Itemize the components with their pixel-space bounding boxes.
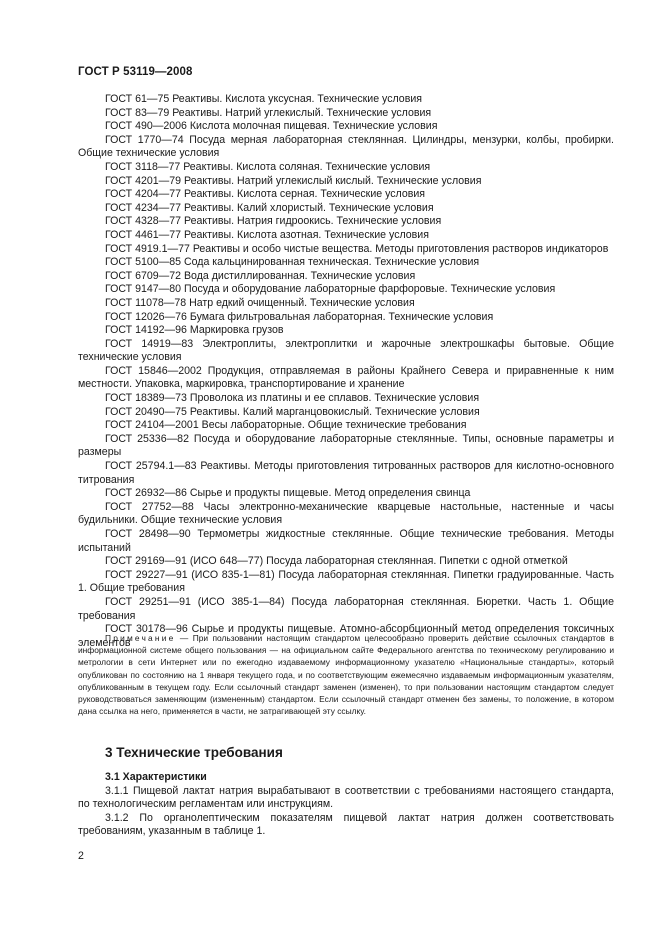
section-title: 3 Технические требования xyxy=(105,745,283,760)
reference-item: ГОСТ 6709—72 Вода дистиллированная. Технические условия xyxy=(105,269,416,282)
reference-item: ГОСТ 4234—77 Реактивы. Калий хлористый. Технические условия xyxy=(105,201,434,214)
reference-item: ГОСТ 11078—78 Натр едкий очищенный. Технические условия xyxy=(105,296,415,309)
page-number: 2 xyxy=(78,850,84,862)
note-text: — При пользовании настоящим стандартом целесообразно проверить действие ссылочных стандартов в информационной системе общего пользования — на официальном сайте Федерального агентства по техническому регулированию и метрологии в сети Интернет или по ежегодно издаваемому информационному указателю «Национальные стандарты», который опубликован по состоянию на 1 января текущего года, и по соответствующим ежемесячно издаваемым информационным указателям, опубликованным в текущем году. Если ссылочный стандарт заменен (изменен), то при пользовании настоящим стандартом следует руководствоваться заменяющим (измененным) стандартом. Если ссылочный стандарт отменен без замены, то положение, в котором дана ссылка на него, применяется в части, не затрагивающей эту ссылку. xyxy=(78,633,614,717)
reference-item: ГОСТ 4204—77 Реактивы. Кислота серная. Технические условия xyxy=(105,188,426,201)
reference-item: ГОСТ 18389—73 Проволока из платины и ее сплавов. Технические условия xyxy=(105,392,480,405)
reference-item: ГОСТ 14919—83 Электроплиты, электроплитки и жарочные электрошкафы бытовые. Общие технические условия xyxy=(78,337,614,364)
reference-item: ГОСТ 25794.1—83 Реактивы. Методы приготовления титрованных растворов для кислотно-основного титрования xyxy=(78,460,614,486)
reference-item: ГОСТ 4328—77 Реактивы. Натрия гидроокись. Технические условия xyxy=(105,215,442,228)
reference-item: ГОСТ 26932—86 Сырье и продукты пищевые. Метод определения свинца xyxy=(105,487,471,500)
reference-item: ГОСТ 1770—74 Посуда мерная лабораторная стеклянная. Цилиндры, мензурки, колбы, пробирки. Общие технические условия xyxy=(78,133,614,160)
subsection-body xyxy=(78,771,614,839)
reference-item: ГОСТ 490—2006 Кислота молочная пищевая. Технические условия xyxy=(105,120,438,133)
reference-item: ГОСТ 4201—79 Реактивы. Натрий углекислый кислый. Технические условия xyxy=(105,174,482,187)
note-block xyxy=(78,632,614,717)
reference-item: ГОСТ 29169—91 (ИСО 648—77) Посуда лабораторная стеклянная. Пипетки с одной отметкой xyxy=(105,555,568,568)
reference-item: ГОСТ 83—79 Реактивы. Натрий углекислый. Технические условия xyxy=(105,106,432,119)
reference-item: ГОСТ 9147—80 Посуда и оборудование лабораторные фарфоровые. Технические условия xyxy=(105,283,556,296)
note-label: Примечание xyxy=(105,633,176,643)
page-header: ГОСТ Р 53119—2008 xyxy=(78,66,193,78)
reference-item: ГОСТ 27752—88 Часы электронно-механические кварцевые настольные, настенные и часы будильники. Общие технические условия xyxy=(78,500,614,527)
reference-item: ГОСТ 15846—2002 Продукция, отправляемая в районы Крайнего Севера и приравненные к ним местности. Упаковка, маркировка, транспортирование и хранение xyxy=(78,364,614,391)
reference-item: ГОСТ 61—75 Реактивы. Кислота уксусная. Технические условия xyxy=(105,93,422,105)
reference-item: ГОСТ 29251—91 (ИСО 385-1—84) Посуда лабораторная стеклянная. Бюретки. Часть 1. Общие требования xyxy=(78,595,614,622)
normative-references-list xyxy=(78,93,614,650)
reference-item: ГОСТ 4461—77 Реактивы. Кислота азотная. Технические условия xyxy=(105,228,429,241)
reference-item: ГОСТ 20490—75 Реактивы. Калий марганцовокислый. Технические условия xyxy=(105,405,480,418)
reference-item: ГОСТ 5100—85 Сода кальцинированная техническая. Технические условия xyxy=(105,256,480,269)
reference-item: ГОСТ 12026—76 Бумага фильтровальная лабораторная. Технические условия xyxy=(105,310,494,323)
clause-paragraph: 3.1.2 По органолептическим показателям пищевой лактат натрия должен соответствовать требованиям, указанным в таблице 1. xyxy=(78,811,614,838)
clause-paragraph: 3.1.1 Пищевой лактат натрия вырабатывают в соответствии с требованиями настоящего стандарта, по технологическим регламентам или инструкциям. xyxy=(78,784,614,811)
note-paragraph xyxy=(78,632,614,717)
reference-item: ГОСТ 4919.1—77 Реактивы и особо чистые вещества. Методы приготовления растворов индикаторов xyxy=(105,242,609,255)
reference-item: ГОСТ 28498—90 Термометры жидкостные стеклянные. Общие технические требования. Методы испытаний xyxy=(78,528,614,554)
reference-item: ГОСТ 29227—91 (ИСО 835-1—81) Посуда лабораторная стеклянная. Пипетки градуированные. Часть 1. Общие требования xyxy=(78,568,614,595)
subsection-heading: 3.1 Характеристики xyxy=(105,771,207,783)
reference-item: ГОСТ 3118—77 Реактивы. Кислота соляная. Технические условия xyxy=(105,160,431,173)
reference-item: ГОСТ 30178—96 Сырье и продукты пищевые. Атомно-абсорбционный метод определения токсичных элементов xyxy=(78,623,614,649)
reference-item: ГОСТ 25336—82 Посуда и оборудование лабораторные стеклянные. Типы, основные параметры и размеры xyxy=(78,432,614,459)
reference-item: ГОСТ 24104—2001 Весы лабораторные. Общие технические требования xyxy=(105,419,467,432)
reference-item: ГОСТ 14192—96 Маркировка грузов xyxy=(105,324,284,337)
